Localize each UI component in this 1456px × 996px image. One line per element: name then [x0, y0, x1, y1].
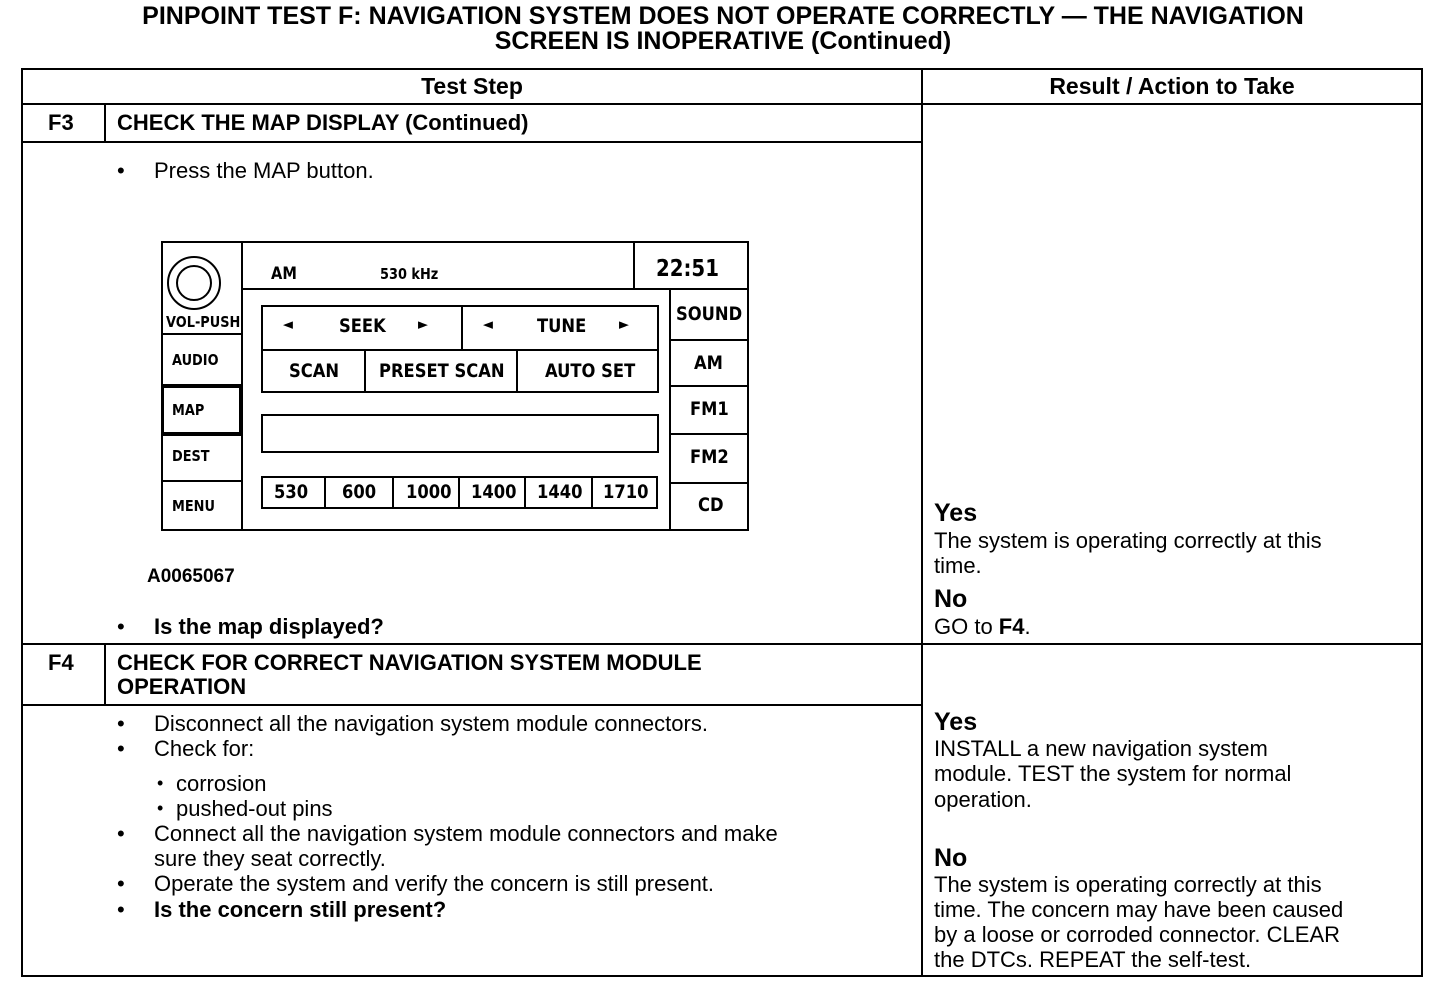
left-btn-divider [161, 333, 242, 335]
right-btn-divider [669, 482, 749, 484]
auto-set-button: AUTO SET [545, 360, 636, 382]
sub-bullet-icon: • [157, 798, 164, 818]
right-btn-divider [669, 385, 749, 387]
bullet-icon: • [117, 897, 125, 922]
control-grid-col-divider [364, 349, 366, 393]
f4-no-line-2: time. The concern may have been caused [934, 897, 1344, 922]
f3-f4-divider [21, 643, 1423, 645]
f3-heading-divider [21, 141, 923, 143]
table-top-border [21, 68, 1423, 70]
right-btn-divider [669, 433, 749, 435]
f4-step-id: F4 [48, 650, 74, 675]
radio-clock-divider [633, 241, 635, 289]
control-grid-col-divider [461, 305, 463, 350]
right-btn-divider [669, 339, 749, 341]
f4-heading-1: CHECK FOR CORRECT NAVIGATION SYSTEM MODULE [117, 650, 702, 675]
frequency-display: 530 kHz [380, 265, 439, 283]
preset-1440: 1440 [537, 481, 583, 503]
f4-step-1: Disconnect all the navigation system module connectors. [154, 711, 708, 736]
seek-left-arrow-icon: ◄ [283, 315, 293, 333]
preset-1000: 1000 [406, 481, 452, 503]
tune-left-arrow-icon: ◄ [483, 315, 493, 333]
preset-divider [591, 476, 593, 509]
control-grid-row-divider [261, 349, 659, 351]
menu-button: MENU [172, 497, 215, 515]
am-button: AM [694, 352, 723, 374]
title-line-1: PINPOINT TEST F: NAVIGATION SYSTEM DOES NOT OPERATE CORRECTLY — THE NAVIGATION [142, 2, 1304, 30]
preset-530: 530 [274, 481, 309, 503]
map-button: MAP [172, 401, 205, 419]
f4-step-4: Operate the system and verify the concern is still present. [154, 871, 715, 896]
bullet-icon: • [117, 871, 125, 896]
f4-no-label: No [934, 844, 968, 872]
preset-1710: 1710 [603, 481, 649, 503]
f3-yes-label: Yes [934, 499, 978, 527]
f4-heading-divider [21, 704, 923, 706]
f3-no-suffix: . [1024, 614, 1031, 639]
preset-scan-button: PRESET SCAN [379, 360, 505, 382]
tune-label: TUNE [537, 315, 587, 337]
bullet-icon: • [117, 614, 125, 639]
f4-sub-1: corrosion [176, 771, 267, 796]
f3-heading: CHECK THE MAP DISPLAY (Continued) [117, 110, 529, 135]
scan-button: SCAN [289, 360, 340, 382]
header-divider [21, 103, 1423, 105]
f4-id-divider [104, 643, 106, 706]
volume-knob [167, 256, 221, 310]
f3-no-label: No [934, 585, 968, 613]
radio-status-divider [241, 288, 748, 290]
f4-no-line-4: the DTCs. REPEAT the self-test. [934, 947, 1252, 972]
bullet-icon: • [117, 158, 125, 183]
sound-button: SOUND [676, 303, 743, 325]
bullet-icon: • [117, 711, 125, 736]
f3-yes-text-2: time. [934, 553, 982, 578]
bullet-icon: • [117, 821, 125, 846]
radio-right-panel-divider [669, 289, 671, 530]
f4-yes-line-1: INSTALL a new navigation system [934, 736, 1268, 761]
f3-question: Is the map displayed? [154, 614, 384, 639]
fm1-button: FM1 [690, 398, 729, 420]
page-title [0, 4, 1446, 54]
f4-no-line-1: The system is operating correctly at this [934, 872, 1322, 897]
f4-yes-line-2: module. TEST the system for normal [934, 761, 1292, 786]
table-right-border [1421, 68, 1423, 977]
f3-id-divider [104, 103, 106, 143]
control-grid-col-divider [516, 349, 518, 393]
table-left-border [21, 68, 23, 977]
preset-divider [458, 476, 460, 509]
header-test-step: Test Step [421, 73, 523, 99]
f4-step-3-line-1: Connect all the navigation system module connectors and make [154, 821, 778, 846]
fm2-button: FM2 [690, 446, 729, 468]
f4-no-line-3: by a loose or corroded connector. CLEAR [934, 922, 1341, 947]
header-result: Result / Action to Take [1049, 73, 1295, 99]
dest-button: DEST [172, 447, 210, 465]
f4-yes-label: Yes [934, 708, 978, 736]
f3-no-prefix: GO to [934, 614, 999, 639]
f4-step-5: Is the concern still present? [154, 897, 447, 922]
cd-button: CD [698, 494, 724, 516]
table-bottom-border [21, 975, 1423, 977]
preset-divider [324, 476, 326, 509]
bullet-icon: • [117, 736, 125, 761]
tune-right-arrow-icon: ► [619, 315, 629, 333]
f4-sub-2: pushed-out pins [176, 796, 333, 821]
preset-600: 600 [342, 481, 377, 503]
f3-yes-text-1: The system is operating correctly at this [934, 528, 1322, 553]
f3-step-id: F3 [48, 110, 74, 135]
left-btn-divider [161, 480, 242, 482]
preset-divider [392, 476, 394, 509]
seek-label: SEEK [339, 315, 386, 337]
f3-no-target: F4 [998, 614, 1025, 639]
f4-step-3-line-2: sure they seat correctly. [154, 846, 386, 871]
preset-1400: 1400 [471, 481, 517, 503]
knob-label: VOL-PUSH [166, 313, 241, 331]
title-line-2: SCREEN IS INOPERATIVE (Continued) [494, 27, 952, 55]
audio-button: AUDIO [172, 351, 219, 369]
f3-step-press-map: Press the MAP button. [154, 158, 374, 183]
f3-no-text [934, 614, 1031, 639]
f4-step-2: Check for: [154, 736, 255, 761]
sub-bullet-icon: • [157, 773, 164, 793]
figure-id: A0065067 [147, 566, 235, 587]
f4-yes-line-3: operation. [934, 787, 1032, 812]
f4-heading-2: OPERATION [117, 674, 247, 699]
seek-right-arrow-icon: ► [418, 315, 428, 333]
preset-divider [524, 476, 526, 509]
band-display: AM [271, 264, 297, 284]
info-display-bar [261, 414, 659, 453]
knob-inner-ring [176, 265, 212, 301]
clock-display: 22:51 [656, 256, 719, 282]
column-divider [921, 68, 923, 977]
